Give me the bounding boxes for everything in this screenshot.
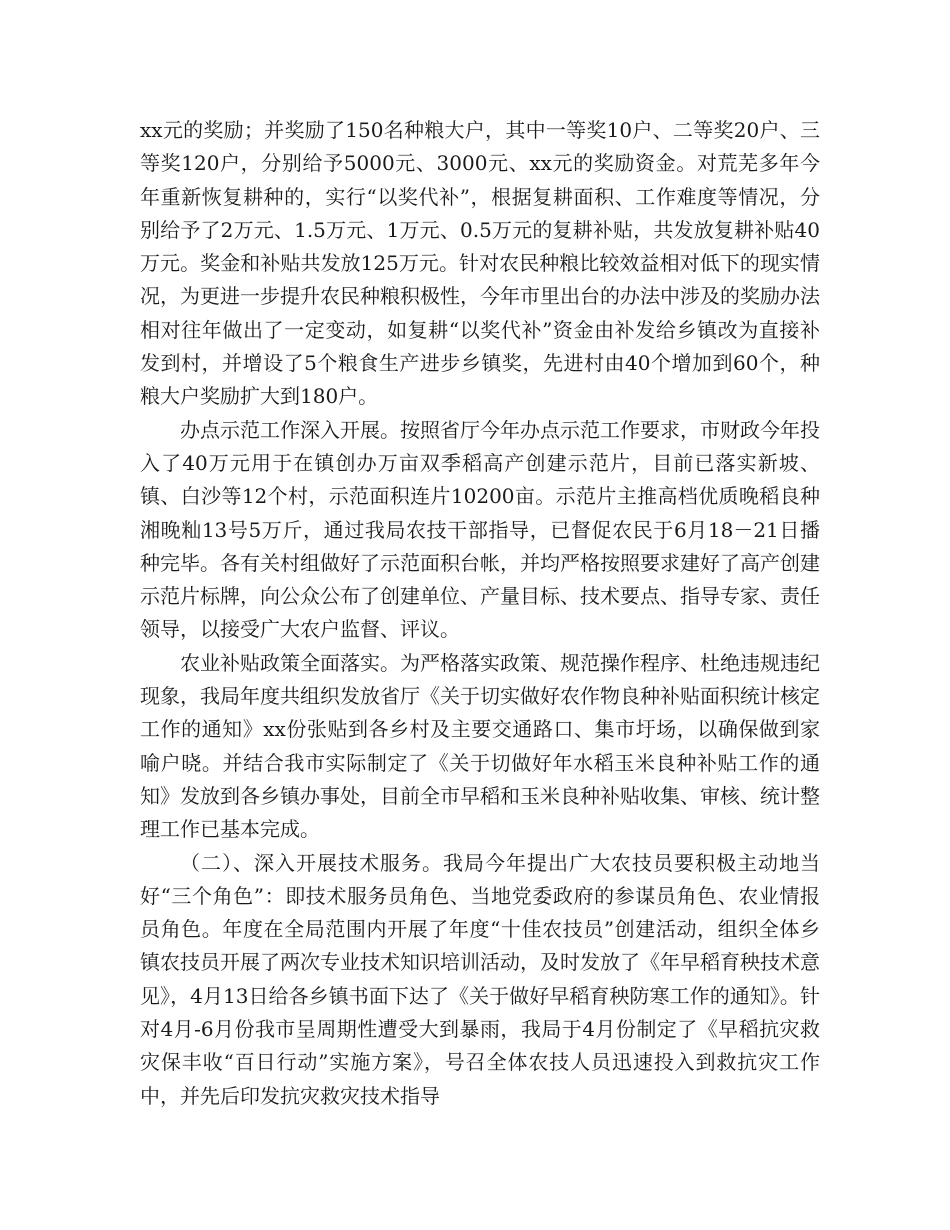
document-body [140,114,820,1113]
paragraph-technical-service: （二）、深入开展技术服务。我局今年提出广大农技员要积极主动地当好“三个角色”：即技术服务员角色、当地党委政府的参谋员角色、农业情报员角色。年度在全局范围内开展了年度“十佳农技员”创建活动，组织全体乡镇农技员开展了两次专业技术知识培训活动，及时发放了《年早稻育秧技术意见》，4月13日给各乡镇书面下达了《关于做好早稻育秧防寒工作的通知》。针对4月-6月份我市呈周期性遭受大到暴雨，我局于4月份制定了《早稻抗灾救灾保丰收“百日行动”实施方案》，号召全体农技人员迅速投入到救抗灾工作中，并先后印发抗灾救灾技术指导 [140,850,820,1108]
paragraph-rewards: xx元的奖励；并奖励了150名种粮大户，其中一等奖10户、二等奖20户、三等奖120户，分别给予5000元、3000元、xx元的奖励资金。对荒芜多年今年重新恢复耕种的，实行“以奖代补”，根据复耕面积、工作难度等情况，分别给予了2万元、1.5万元、1万元、0.5万元的复耕补贴，共发放复耕补贴40万元。奖金和补贴共发放125万元。针对农民种粮比较效益相对低下的现实情况，为更进一步提升农民种粮积极性，今年市里出台的办法中涉及的奖励办法相对往年做出了一定变动，如复耕“以奖代补”资金由补发给乡镇改为直接补发到村，并增设了5个粮食生产进步乡镇奖，先进村由40个增加到60个，种粮大户奖励扩大到180户。 [140,118,820,409]
paragraph-subsidy-policy: 农业补贴政策全面落实。为严格落实政策、规范操作程序、杜绝违规违纪现象，我局年度共组织发放省厅《关于切实做好农作物良种补贴面积统计核定工作的通知》xx份张贴到各乡村及主要交通路口、集市圩场，以确保做到家喻户晓。并结合我市实际制定了《关于切做好年水稻玉米良种补贴工作的通知》发放到各乡镇办事处，目前全市早稻和玉米良种补贴收集、审核、统计整理工作已基本完成。 [140,650,820,842]
paragraph-demonstration: 办点示范工作深入开展。按照省厅今年办点示范工作要求，市财政今年投入了40万元用于在镇创办万亩双季稻高产创建示范片，目前已落实新坡、镇、白沙等12个村，示范面积连片10200亩。示范片主推高档优质晚稻良种湘晚籼13号5万斤，通过我局农技干部指导，已督促农民于6月18－21日播种完毕。各有关村组做好了示范面积台帐，并均严格按照要求建好了高产创建示范片标牌，向公众公布了创建单位、产量目标、技术要点、指导专家、责任领导，以接受广大农户监督、评议。 [140,417,820,642]
